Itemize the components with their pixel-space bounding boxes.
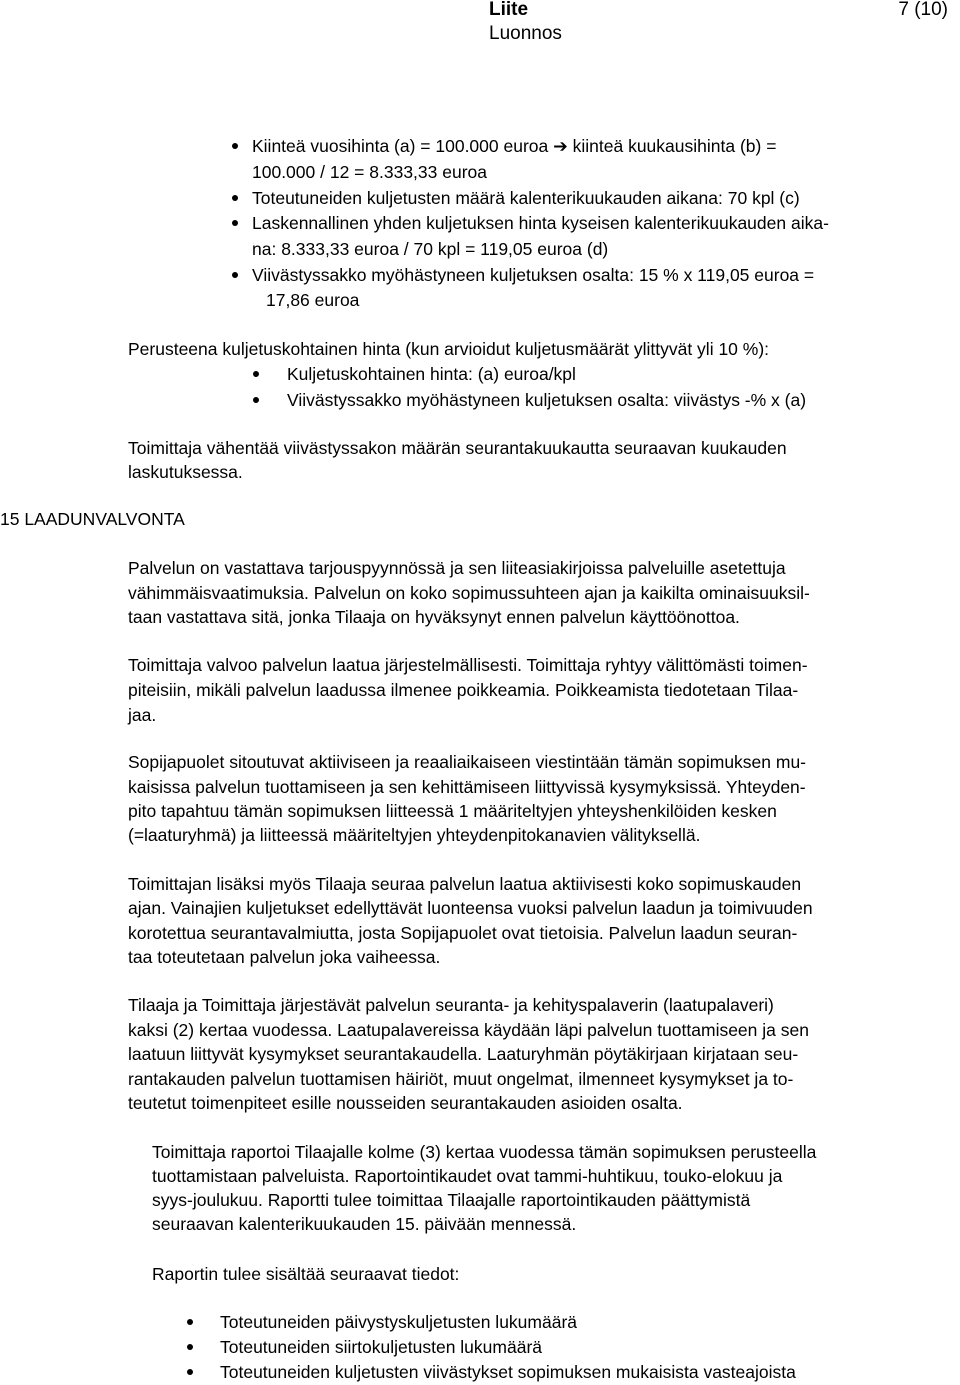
paragraph-line: Palvelun on vastattava tarjouspyynnössä ja sen liiteasiakirjoissa palveluille asetettuja xyxy=(128,558,786,578)
paragraph-line: pito tapahtuu tämän sopimuksen liitteessä 1 määriteltyjen yhteyshenkilöiden kesken xyxy=(128,801,777,821)
list-item-text: 17,86 euroa xyxy=(266,290,360,310)
paragraph-line: ajan. Vainajien kuljetukset edellyttävät luonteensa vuoksi palvelun laadun ja toimivuuden xyxy=(128,898,813,918)
paragraph-line: Toimittaja raportoi Tilaajalle kolme (3) kertaa vuodessa tämän sopimuksen perusteella xyxy=(152,1142,817,1162)
list-item-text: Toteutuneiden kuljetusten viivästykset sopimuksen mukaisista vasteajoista xyxy=(220,1362,796,1382)
list-item-text: Viivästyssakko myöhästyneen kuljetuksen osalta: 15 % x 119,05 euroa = xyxy=(252,265,815,285)
bullet xyxy=(232,143,238,149)
paragraph-line: Tilaaja ja Toimittaja järjestävät palvelun seuranta- ja kehityspalaverin (laatupalaveri) xyxy=(128,995,774,1015)
bullet xyxy=(253,371,259,377)
page-number: 7 (10) xyxy=(898,0,948,20)
paragraph-line: (=laaturyhmä) ja liitteessä määriteltyjen yhteydenpitokanavien välityksellä. xyxy=(128,825,701,845)
basis-text: Perusteena kuljetuskohtainen hinta (kun arvioidut kuljetusmäärät ylittyvät yli 10 %): xyxy=(128,339,770,359)
list-item-text: Toteutuneiden kuljetusten määrä kalenterikuukauden aikana: 70 kpl (c) xyxy=(252,188,800,208)
bullet xyxy=(253,397,259,403)
list-item-text: Kiinteä vuosihinta (a) = 100.000 euroa ➔ kiinteä kuukausihinta (b) = xyxy=(252,136,777,156)
paragraph-line: syys-joulukuu. Raportti tulee toimittaa Tilaajalle raportointikauden päättymistä xyxy=(152,1190,751,1210)
paragraph-line: Sopijapuolet sitoutuvat aktiiviseen ja reaaliaikaiseen viestintään tämän sopimuksen mu- xyxy=(128,752,807,772)
list-item-text: Laskennallinen yhden kuljetuksen hinta kyseisen kalenterikuukauden aika- xyxy=(252,213,829,233)
bullet xyxy=(232,220,238,226)
list-item-text: Viivästyssakko myöhästyneen kuljetuksen osalta: viivästys -% x (a) xyxy=(287,390,807,410)
paragraph-line: Toimittaja valvoo palvelun laatua järjestelmällisesti. Toimittaja ryhtyy välittömästi toimen- xyxy=(128,655,808,675)
section-heading: 15 LAADUNVALVONTA xyxy=(0,509,185,529)
paragraph-line: laatuun liittyvät kysymykset seurantakaudella. Laaturyhmän pöytäkirjaan kirjataan seu- xyxy=(128,1044,799,1064)
paragraph-line: kaisissa palvelun tuottamiseen ja sen kehittämiseen liittyvissä kysymyksissä. Yhteyden- xyxy=(128,777,806,797)
document-label: Liite xyxy=(489,0,529,20)
paragraph-line: kaksi (2) kertaa vuodessa. Laatupalavereissa käydään läpi palvelun tuottamiseen ja sen xyxy=(128,1020,809,1040)
bullet xyxy=(187,1369,193,1375)
list-item-text: Kuljetuskohtainen hinta: (a) euroa/kpl xyxy=(287,364,576,384)
bullet xyxy=(232,195,238,201)
paragraph-line: piteisiin, mikäli palvelun laadussa ilmenee poikkeamia. Poikkeamista tiedotetaan Tilaa- xyxy=(128,680,799,700)
document-status: Luonnos xyxy=(489,23,562,44)
bullet xyxy=(187,1319,193,1325)
paragraph-line: Toimittajan lisäksi myös Tilaaja seuraa palvelun laatua aktiivisesti koko sopimuskauden xyxy=(128,874,802,894)
list-item-text: na: 8.333,33 euroa / 70 kpl = 119,05 euroa (d) xyxy=(252,239,609,259)
deduction-text: laskutuksessa. xyxy=(128,462,243,482)
paragraph-line: jaa. xyxy=(128,705,157,725)
bullet xyxy=(232,272,238,278)
paragraph-line: taa toteutetaan palvelun joka vaiheessa. xyxy=(128,947,441,967)
list-item-text: Toteutuneiden päivystyskuljetusten lukumäärä xyxy=(220,1312,578,1332)
paragraph-line: seuraavan kalenterikuukauden 15. päivään mennessä. xyxy=(152,1214,577,1234)
list-item-text: Toteutuneiden siirtokuljetusten lukumäärä xyxy=(220,1337,542,1357)
paragraph-line: vähimmäisvaatimuksia. Palvelun on koko sopimussuhteen ajan ja kaikilta ominaisuuksil- xyxy=(128,583,810,603)
list-item-text: 100.000 / 12 = 8.333,33 euroa xyxy=(252,162,487,182)
paragraph-line: tuottamistaan palveluista. Raportointikaudet ovat tammi-huhtikuu, touko-elokuu ja xyxy=(152,1166,783,1186)
deduction-text: Toimittaja vähentää viivästyssakon määrän seurantakuukautta seuraavan kuukauden xyxy=(128,438,787,458)
paragraph-line: korotettua seurantavalmiutta, josta Sopijapuolet ovat tietoisia. Palvelun laadun seuran- xyxy=(128,923,798,943)
paragraph-line: teutetut toimenpiteet esille nousseiden seurantakauden asioiden osalta. xyxy=(128,1093,683,1113)
bullet xyxy=(187,1344,193,1350)
paragraph-line: rantakauden palvelun tuottamisen häiriöt, muut ongelmat, ilmenneet kysymykset ja to- xyxy=(128,1069,794,1089)
report-intro: Raportin tulee sisältää seuraavat tiedot: xyxy=(152,1264,460,1284)
paragraph-line: taan vastattava sitä, jonka Tilaaja on hyväksynyt ennen palvelun käyttöönottoa. xyxy=(128,607,740,627)
